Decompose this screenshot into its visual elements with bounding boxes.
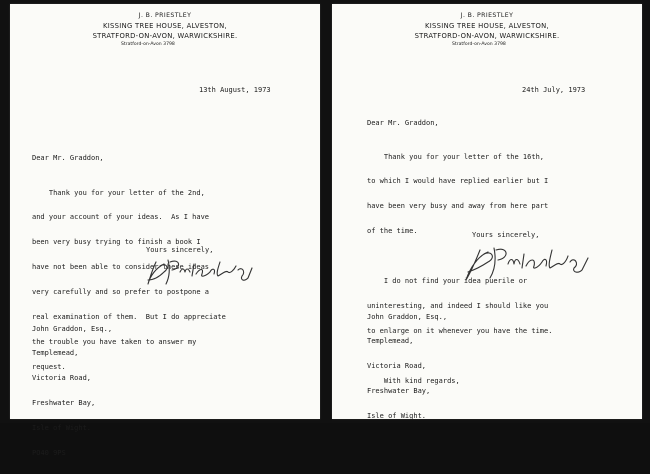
address-line: Templemead, <box>367 337 414 346</box>
address-line: Isle of Wight. <box>32 424 92 433</box>
address-line: Victoria Road, <box>32 374 92 383</box>
body-line: and your account of your ideas. As I have <box>32 213 210 222</box>
body-line: of the time. <box>367 227 418 236</box>
recipient-address <box>32 308 112 474</box>
letterhead-name: J. B. PRIESTLEY <box>138 12 192 19</box>
letterhead-address-line1: KISSING TREE HOUSE, ALVESTON, <box>103 22 227 30</box>
letter-right <box>332 4 642 419</box>
salutation: Dear Mr. Graddon, <box>367 119 439 127</box>
address-line: John Graddon, Esq., <box>32 324 113 333</box>
address-line: John Graddon, Esq., <box>367 312 448 321</box>
body-line: been very busy trying to finish a book I <box>32 238 201 247</box>
body-line: have been very busy and away from here part <box>367 202 549 211</box>
letterhead-phone: Stratford-on-Avon 3798 <box>121 42 175 47</box>
address-line: Freshwater Bay, <box>32 399 96 408</box>
address-line: PO40 9PS <box>32 449 66 458</box>
body-line: I do not find your idea puerile or <box>367 277 528 286</box>
address-line: Victoria Road, <box>367 362 427 371</box>
recipient-address <box>367 296 447 437</box>
body-line: have not been able to consider these ideas <box>32 263 210 272</box>
body-line: the trouble you have taken to answer my <box>32 337 197 346</box>
letter-left <box>10 4 320 458</box>
body-line: uninteresting, and indeed I should like you <box>367 301 549 310</box>
body-line: to enlarge on it whenever you have the time. <box>367 326 553 335</box>
body-line: Thank you for your letter of the 2nd, <box>32 188 205 197</box>
address-line: Templemead, <box>32 349 79 358</box>
signature <box>460 240 600 286</box>
closing: Yours sincerely, <box>146 246 214 254</box>
letter-date: 24th July, 1973 <box>522 86 586 94</box>
body-line: With kind regards, <box>367 376 460 385</box>
address-line: Freshwater Bay, <box>367 387 431 396</box>
letterhead-name: J. B. PRIESTLEY <box>460 12 514 19</box>
letterhead-address-line2: STRATFORD-ON-AVON, WARWICKSHIRE. <box>414 32 560 40</box>
body-line: very carefully and so prefer to postpone a <box>32 288 210 297</box>
closing: Yours sincerely, <box>472 231 540 239</box>
salutation: Dear Mr. Graddon, <box>32 154 104 162</box>
letterhead-phone: Stratford-on-Avon 3798 <box>452 42 506 47</box>
address-line: Isle of Wight. <box>367 412 427 421</box>
body-line: to which I would have replied earlier but I <box>367 177 549 186</box>
body-line: Thank you for your letter of the 16th, <box>367 152 545 161</box>
letterhead-address-line2: STRATFORD-ON-AVON, WARWICKSHIRE. <box>92 32 238 40</box>
letterhead-address-line1: KISSING TREE HOUSE, ALVESTON, <box>425 22 549 30</box>
body-line: real examination of them. But I do appreciate <box>32 313 226 322</box>
body-line: request. <box>32 362 66 371</box>
letter-date: 13th August, 1973 <box>199 86 271 94</box>
signature <box>140 254 265 290</box>
